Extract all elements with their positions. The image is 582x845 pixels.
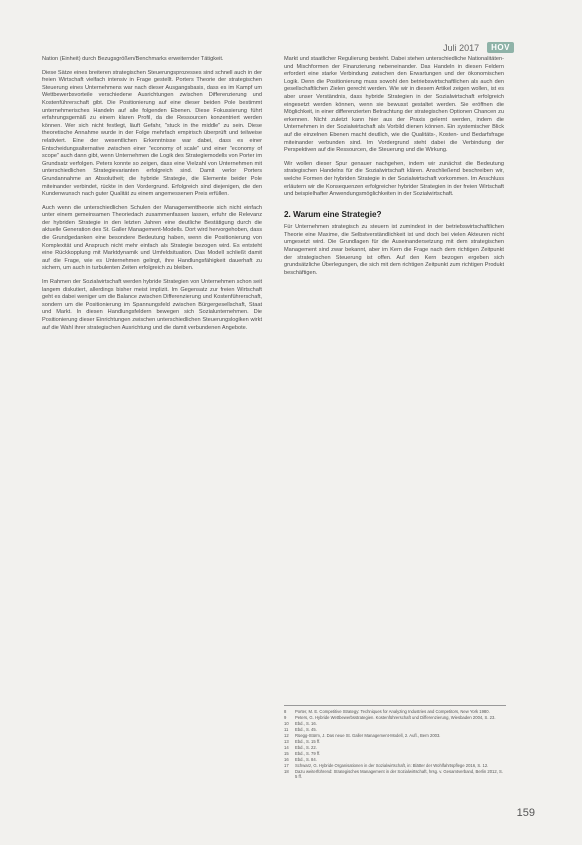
journal-logo: HOV xyxy=(487,42,514,53)
footnote-number: 13 xyxy=(284,739,289,744)
footnote xyxy=(284,721,506,726)
left-paragraph-3: Auch wenn die unterschiedlichen Schulen der Managementtheorie sich nicht einfach unter einem gemeinsamen Theoriedach zusammenfassen lassen, erfuhr die Relevanz der hybriden Strategie in den letzten Jahren eine deutliche Bestätigung durch die aktuelle Generation des St. Galler Management-Modells. Dort wird hervorgehoben, dass die Grundgedanken eine besondere Bedeutung haben, wenn die Positionierung von Komplexität und Anspruch nicht mehr einfach als Strategie bezogen wird. Es entsteht eine Rückkopplung mit Marktdynamik und Umfeldsituation. Das Modell schließt damit auf die Frage, wie es Unternehmen gelingt, ihre Handlungsfähigkeit dauerhaft zu sichern, um auch in turbulenten Zeiten erfolgreich zu bleiben. xyxy=(42,204,262,272)
issue-date: Juli 2017 xyxy=(443,42,480,53)
footnote-number: 9 xyxy=(284,715,287,720)
footnote-number: 8 xyxy=(284,709,287,714)
footnote xyxy=(284,733,506,738)
footnote-text: Ebd., S. 16. xyxy=(295,721,317,726)
footnote-text: Ebd., S. 45. xyxy=(295,727,317,732)
footnote xyxy=(284,715,506,720)
page-header xyxy=(443,42,514,53)
footnote-text: Peters, G. Hybride Wettbewerbsstrategien. Kostenführerschaft und Differenzierung, Wiesbaden 2004, S. 23. xyxy=(295,715,496,720)
footnote xyxy=(284,769,506,780)
footnote-text: Rüegg-Stürm, J. Das neue St. Galler Management-Modell, 2. Aufl., Bern 2003. xyxy=(295,733,441,738)
section-heading: 2. Warum eine Strategie? xyxy=(284,209,382,219)
footnote xyxy=(284,709,506,714)
footnote-text: Dazu weiterführend: Strategisches Management in der Sozialwirtschaft, hrsg. v. Gesamtverband, Berlin 2012, S. 5 ff. xyxy=(295,769,504,780)
footnote-text: Schwarz, G. Hybride Organisationen in der Sozialwirtschaft, in: Blätter der Wohlfahrtspflege 2016, S. 12. xyxy=(295,763,489,768)
footnote xyxy=(284,751,506,756)
right-column xyxy=(284,56,504,283)
footnote-text: Ebd., S. 15 ff. xyxy=(295,739,321,744)
footnote xyxy=(284,745,506,750)
left-paragraph-4: Im Rahmen der Sozialwirtschaft werden hybride Strategien von Unternehmen schon seit langem diskutiert, allerdings bisher meist implizit. Im Gegensatz zur freien Wirtschaft geht es dabei weniger um die Balance zwischen Differenzierung und Kostenführerschaft, sondern um die Positionierung im Spannungsfeld zwischen Bürgergesellschaft, Staat und Markt. In diesen Handlungsfeldern bewegen sich Sozialunternehmen. Die Positionierung dieser Einrichtungen zwischen unterschiedlichen Steuerungslogiken wirkt auf die Wahl ihrer strategischen Ausrichtung und die damit verbundenen Angebote. xyxy=(42,279,262,331)
footnotes xyxy=(284,705,506,780)
left-paragraph-1: Nation (Einheit) durch Bezugsgrößen/Benchmarks erweiternder Tätigkeit. xyxy=(42,56,224,62)
left-column xyxy=(42,56,262,338)
right-paragraph-3: Für Unternehmen strategisch zu steuern ist zumindest in der betriebswirtschaftlichen Theorie eine Maxime, die Selbstverständlichkeit ist und doch bei vielen Akteuren nicht umgesetzt wird. Die Grundlagen für die Auseinandersetzung mit dem strategischen Management sind zwar bekannt, aber im Kern die Frage nach dem richtigen Zeitpunkt der strategischen Steuerung ist offen. Auf den Kern bezogen ergeben sich grundsätzliche Überlegungen, die sich mit dem richtigen Zeitpunkt zum richtigen Produkt beschäftigen. xyxy=(284,224,504,276)
footnote-number: 11 xyxy=(284,727,289,732)
right-paragraph-1: Markt und staatlicher Regulierung besteht. Dabei stehen unterschiedliche Nationalitäten- und Mischformen der Finanzierung nebeneinander. Das Handeln in diesen Feldern erfordert eine starke Verbindung zwischen den Erwartungen und der ökonomischen Logik. Denn die Positionierung muss sowohl den betriebswirtschaftlichen als auch den gesellschaftlichen Zielen gerecht werden. Wie wir in diesem Artikel zeigen wollen, ist es aber unser Verständnis, dass hybride Strategien in der Sozialwirtschaft erfolgreich eingesetzt werden können, wenn sie bewusst gestaltet werden. Sie eröffnen die Möglichkeit, in einer differenzierten Betrachtung der strategischen Optionen Chancen zu erkennen. Nicht zuletzt kann hier aus der Praxis gelernt werden, indem die Unternehmen in der Sozialwirtschaft als Vorbild dienen können. Ein systemischer Blick auf die einzelnen Ebenen macht deutlich, wie die Qualitäts-, Kosten- und Bedarfsfrage miteinander verbunden sind. Im Vordergrund steht dabei die Verbindung der Perspektiven auf die Ressourcen, die Steuerung und die Wirkung. xyxy=(284,56,504,154)
footnote xyxy=(284,727,506,732)
footnote-text: Porter, M. E. Competitive Strategy: Techniques for Analyzing Industries and Competitors, New York 1980. xyxy=(295,709,490,714)
footnote-number: 14 xyxy=(284,745,289,750)
footnote xyxy=(284,763,506,768)
footnote-number: 16 xyxy=(284,757,289,762)
footnote-number: 12 xyxy=(284,733,289,738)
left-paragraph-2: Diese Sätze eines breiteren strategischen Steuerungsprozesses sind schnell auch in der freien Wirtschaft vielfach intensiv in Frage gestellt. Porters Theorie der strategischen Steuerung eines Unternehmens war nach dieser Ausgangsbasis, dass es im Kampf um Wettbewerbsvorteile verschiedene Ausrichtungen zwischen Differenzierung und Kostenführerschaft gibt. Die Positionierung auf eine dieser beiden Pole bestimmt unternehmerisches Handeln auf alle folgenden Ebenen. Diese Fokussierung führt erfahrungsgemäß zu einem klaren Profil, da die Ressourcen konzentriert werden können. Wer sich nicht festlegt, läuft Gefahr, "stuck in the middle" zu sein. Diese theoretische Annahme wurde in der Folge mehrfach empirisch überprüft und teilweise relativiert. Eine der wesentlichen Erkenntnisse war dabei, dass es einer Entscheidungsalternative zwischen einer "economy of scale" und einer "economy of scope" auch dann gibt, wenn Unternehmen die Logik des Strategiemodells von Porter im Grundsatz verfolgen. Peters konnte so zeigen, dass eine Vielzahl von Unternehmen mit unterschiedlichen Strategievarianten erfolgreich sind. Damit verlor Porters Grundannahme an Absolutheit; die hybride Strategie, die Elemente beider Pole miteinander verbindet, rückte in den Vordergrund. Erfolgreich sind diejenigen, die den Kundenwunsch nach guter Qualität zu einem angemessenen Preis erfüllen. xyxy=(42,69,262,198)
footnote-number: 18 xyxy=(284,769,289,774)
footnote-text: Ebd., S. 79 ff. xyxy=(295,751,321,756)
footnote-number: 10 xyxy=(284,721,289,726)
footnote-number: 17 xyxy=(284,763,289,768)
footnote-number: 15 xyxy=(284,751,289,756)
page-number: 159 xyxy=(516,807,535,819)
footnote-text: Ebd., S. 84. xyxy=(295,757,317,762)
footnote xyxy=(284,739,506,744)
right-paragraph-2: Wir wollen dieser Spur genauer nachgehen, indem wir zunächst die Bedeutung strategischen Handelns für die Sozialwirtschaft klären. Anschließend beschreiben wir, welche Formen der hybriden Strategie in der Sozialwirtschaft vorkommen. Im Anschluss erläutern wir die Konsequenzen erfolgreicher hybrider Strategien in der freien Wirtschaft und beispielhafter Anwendungsmöglichkeiten in der Sozialwirtschaft. xyxy=(284,160,504,198)
footnote xyxy=(284,757,506,762)
footnote-text: Ebd., S. 22. xyxy=(295,745,317,750)
